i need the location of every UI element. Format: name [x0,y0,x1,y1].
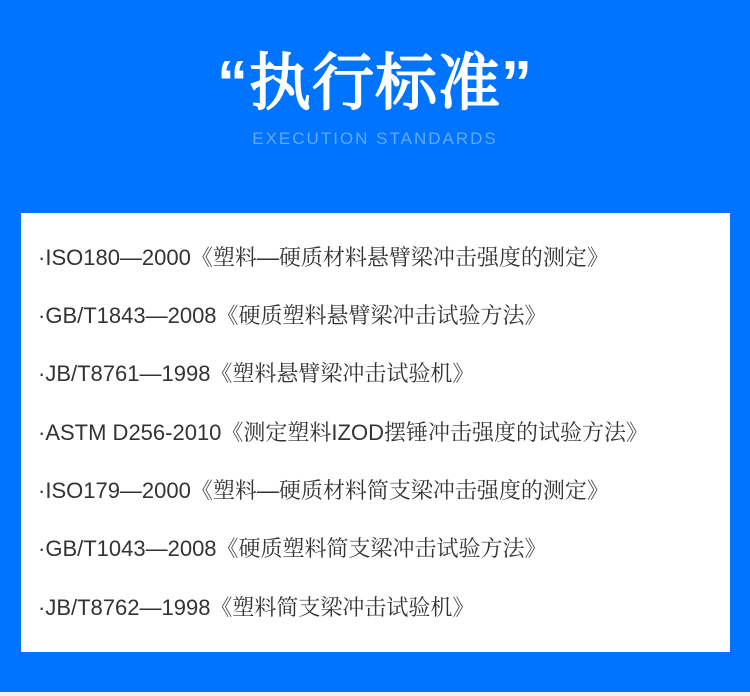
standard-list-item: ·JB/T8762—1998《塑料简支梁冲击试验机》 [38,594,475,620]
standards-card [21,213,730,652]
standard-list-item: ·JB/T8761—1998《塑料悬臂梁冲击试验机》 [38,361,475,387]
standard-list-item: ·GB/T1043—2008《硬质塑料简支梁冲击试验方法》 [38,536,547,562]
standard-list-item: ·GB/T1843—2008《硬质塑料悬臂梁冲击试验方法》 [38,303,547,329]
page-subtitle: EXECUTION STANDARDS [252,129,498,149]
page-title: “执行标准” [216,49,533,118]
header [0,48,750,149]
bottom-strip [0,692,750,696]
standard-list-item: ·ISO180—2000《塑料—硬质材料悬臂梁冲击强度的测定》 [38,244,609,270]
standard-list-item: ·ISO179—2000《塑料—硬质材料简支梁冲击强度的测定》 [38,478,609,504]
standard-list-item: ·ASTM D256-2010《测定塑料IZOD摆锤冲击强度的试验方法》 [38,419,648,445]
